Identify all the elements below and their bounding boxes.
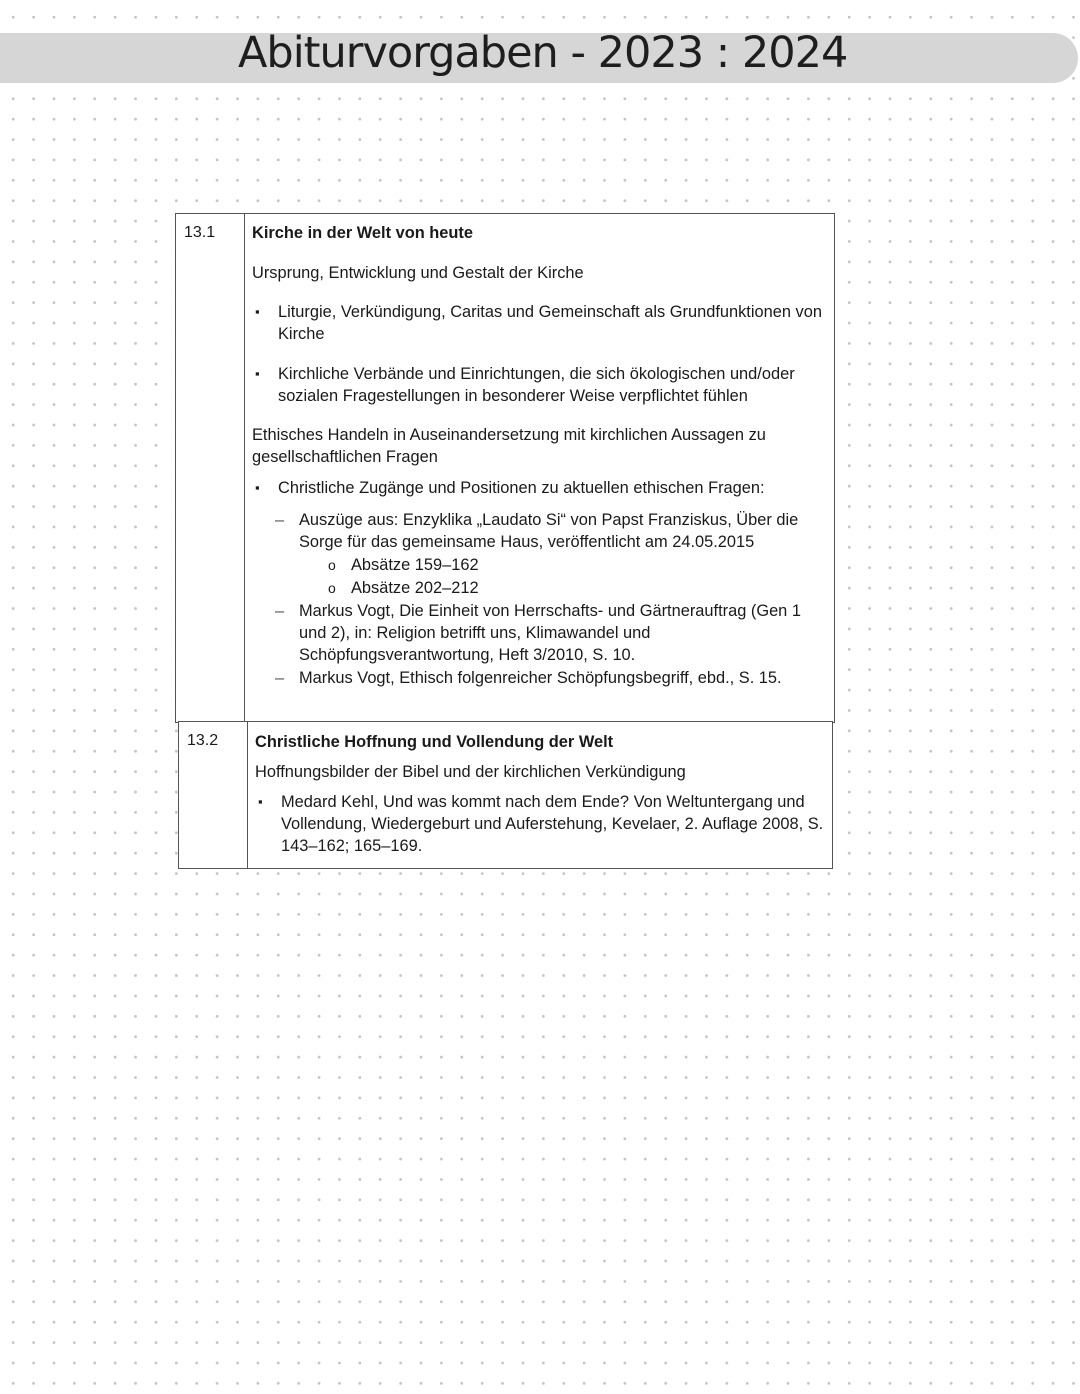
bullet-text: Christliche Zugänge und Positionen zu aktuellen ethischen Fragen: bbox=[278, 479, 765, 497]
section-content bbox=[245, 214, 834, 689]
bullet-text: Medard Kehl, Und was kommt nach dem Ende? Von Weltuntergang und Vollendung, Wiedergeburt und Auferstehung, Kevelaer, 2. Auflage 2008, S. 143–162; 165–169. bbox=[281, 793, 824, 855]
bullet-item bbox=[255, 791, 826, 857]
circle-item bbox=[252, 577, 828, 599]
circle-bullet-icon: o bbox=[328, 557, 336, 573]
section-number-cell bbox=[176, 214, 245, 722]
dash-text: Auszüge aus: Enzyklika „Laudato Si“ von Papst Franziskus, Über die Sorge für das gemeinsame Haus, veröffentlicht am 24.05.2015 bbox=[299, 511, 799, 551]
section-13-1 bbox=[175, 213, 835, 723]
topic-heading: Ethisches Handeln in Auseinandersetzung mit kirchlichen Aussagen zu gesellschaftlichen Fragen bbox=[252, 426, 766, 466]
section-number: 13.1 bbox=[184, 224, 216, 241]
bullet-text: Kirchliche Verbände und Einrichtungen, die sich ökologischen und/oder sozialen Fragestellungen in besonderer Weise verpflichtet fühlen bbox=[278, 365, 795, 405]
section-heading: Christliche Hoffnung und Vollendung der Welt bbox=[255, 733, 614, 751]
topic-heading: Hoffnungsbilder der Bibel und der kirchlichen Verkündigung bbox=[255, 763, 686, 781]
bullet-item bbox=[252, 301, 828, 345]
dash-item bbox=[252, 667, 828, 689]
square-bullet-icon: ▪ bbox=[255, 304, 260, 319]
bullet-item bbox=[252, 477, 828, 499]
square-bullet-icon: ▪ bbox=[258, 794, 263, 809]
dash-item bbox=[252, 509, 828, 553]
section-13-2 bbox=[178, 721, 833, 869]
bullet-text: Liturgie, Verkündigung, Caritas und Gemeinschaft als Grundfunktionen von Kirche bbox=[278, 303, 822, 343]
square-bullet-icon: ▪ bbox=[255, 366, 260, 381]
dash-item bbox=[252, 600, 828, 666]
square-bullet-icon: ▪ bbox=[255, 480, 260, 495]
section-number: 13.2 bbox=[187, 732, 219, 749]
circle-bullet-icon: o bbox=[328, 580, 336, 596]
circle-text: Absätze 159–162 bbox=[351, 556, 479, 574]
section-content bbox=[248, 722, 832, 857]
page-title: Abiturvorgaben - 2023 : 2024 bbox=[238, 28, 848, 78]
bullet-item bbox=[252, 363, 828, 407]
dash-bullet-icon: – bbox=[275, 602, 285, 620]
circle-item bbox=[252, 554, 828, 576]
dash-text: Markus Vogt, Ethisch folgenreicher Schöpfungsbegriff, ebd., S. 15. bbox=[299, 669, 782, 687]
topic-heading: Ursprung, Entwicklung und Gestalt der Kirche bbox=[252, 264, 584, 282]
section-number-cell bbox=[179, 722, 248, 868]
dash-text: Markus Vogt, Die Einheit von Herrschafts- und Gärtnerauftrag (Gen 1 und 2), in: Religion betrifft uns, Klimawandel und Schöpfungsverantwortung, Heft 3/2010, S. 10. bbox=[299, 602, 801, 664]
dash-bullet-icon: – bbox=[275, 669, 285, 687]
section-heading: Kirche in der Welt von heute bbox=[252, 224, 474, 242]
circle-text: Absätze 202–212 bbox=[351, 579, 479, 597]
dash-bullet-icon: – bbox=[275, 511, 285, 529]
